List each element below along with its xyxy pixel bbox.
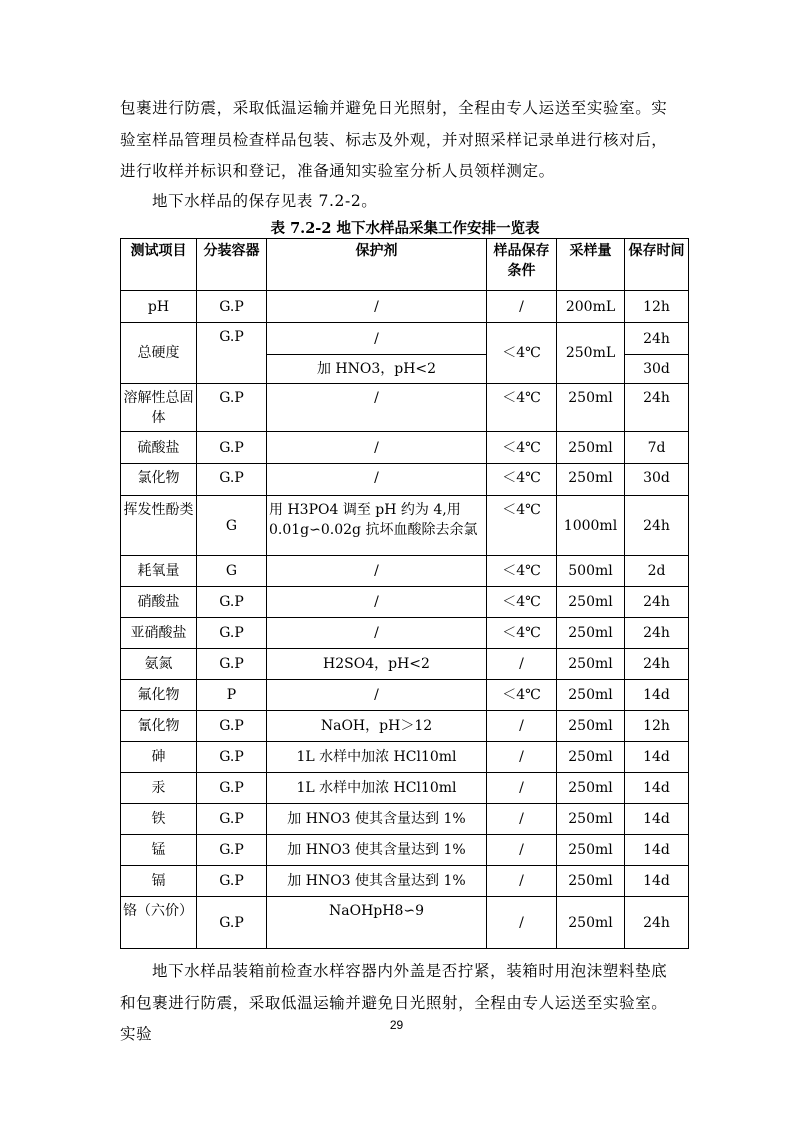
cell-item: 镉	[121, 866, 197, 897]
cell-item: 氟化物	[121, 680, 197, 711]
cell-item: 氰化物	[121, 711, 197, 742]
cell-time: 24h	[625, 587, 689, 618]
cell-preservative: H2SO4，pH<2	[267, 649, 487, 680]
cell-time: 12h	[625, 711, 689, 742]
cell-volume: 200mL	[557, 291, 625, 323]
cell-volume: 250ml	[557, 464, 625, 496]
cell-container: G.P	[197, 866, 267, 897]
cell-condition: /	[487, 835, 557, 866]
cell-preservative: /	[267, 464, 487, 496]
cell-item: 亚硝酸盐	[121, 618, 197, 649]
table-caption: 表 7.2-2 地下水样品采集工作安排一览表	[270, 220, 540, 237]
cell-preservative: /	[267, 680, 487, 711]
cell-time: 2d	[625, 556, 689, 587]
cell-preservative: /	[267, 556, 487, 587]
cell-preservative: 加 HNO3 使其含量达到 1%	[267, 835, 487, 866]
cell-container: G.P	[197, 464, 267, 496]
cell-item: 铬（六价）	[121, 897, 197, 949]
cell-volume: 250ml	[557, 384, 625, 432]
cell-item: 硫酸盐	[121, 432, 197, 464]
table-row	[121, 649, 689, 680]
cell-time: 12h	[625, 291, 689, 323]
cell-time: 24h	[625, 323, 689, 355]
cell-time: 24h	[625, 496, 689, 556]
cell-condition: /	[487, 649, 557, 680]
cell-preservative: 1L 水样中加浓 HCl10ml	[267, 742, 487, 773]
cell-item: 汞	[121, 773, 197, 804]
cell-container: G.P	[197, 711, 267, 742]
cell-container: G.P	[197, 618, 267, 649]
cell-volume: 250ml	[557, 680, 625, 711]
cell-time: 24h	[625, 897, 689, 949]
table-row	[121, 384, 689, 432]
table-row	[121, 496, 689, 556]
cell-volume: 250ml	[557, 742, 625, 773]
table-row	[121, 618, 689, 649]
cell-condition: /	[487, 773, 557, 804]
cell-volume: 250ml	[557, 835, 625, 866]
table-row	[121, 464, 689, 496]
table-row	[121, 291, 689, 323]
table-row	[121, 587, 689, 618]
cell-item: 氯化物	[121, 464, 197, 496]
cell-condition: ＜4℃	[487, 587, 557, 618]
cell-preservative: 加 HNO3 使其含量达到 1%	[267, 866, 487, 897]
header-container: 分装容器	[197, 239, 267, 291]
cell-time: 30d	[625, 464, 689, 496]
cell-condition: ＜4℃	[487, 464, 557, 496]
cell-item: 耗氧量	[121, 556, 197, 587]
cell-item: pH	[121, 291, 197, 323]
table-row	[121, 432, 689, 464]
cell-condition: /	[487, 742, 557, 773]
cell-condition: ＜4℃	[487, 496, 557, 556]
cell-container: G.P	[197, 649, 267, 680]
cell-container: G.P	[197, 773, 267, 804]
cell-preservative: 1L 水样中加浓 HCl10ml	[267, 773, 487, 804]
table-row	[121, 897, 689, 949]
cell-volume: 250ml	[557, 897, 625, 949]
table-row	[121, 866, 689, 897]
cell-time: 30d	[625, 355, 689, 384]
header-condition: 样品保存条件	[487, 239, 557, 291]
cell-item: 总硬度	[121, 323, 197, 384]
table-row	[121, 773, 689, 804]
cell-time: 14d	[625, 804, 689, 835]
cell-condition: /	[487, 711, 557, 742]
cell-preservative: /	[267, 291, 487, 323]
cell-preservative: /	[267, 432, 487, 464]
cell-volume: 250ml	[557, 649, 625, 680]
cell-item: 硝酸盐	[121, 587, 197, 618]
cell-preservative: /	[267, 384, 487, 432]
cell-time: 24h	[625, 384, 689, 432]
table-row	[121, 556, 689, 587]
cell-container: P	[197, 680, 267, 711]
cell-condition: ＜4℃	[487, 432, 557, 464]
cell-volume: 250ml	[557, 711, 625, 742]
cell-time: 24h	[625, 649, 689, 680]
table-header-row	[121, 239, 689, 291]
header-item: 测试项目	[121, 239, 197, 291]
cell-volume: 250ml	[557, 587, 625, 618]
cell-container: G.P	[197, 742, 267, 773]
cell-container: G.P	[197, 323, 267, 384]
cell-item: 挥发性酚类	[121, 496, 197, 556]
cell-container: G.P	[197, 384, 267, 432]
table-row	[121, 323, 689, 355]
cell-time: 14d	[625, 742, 689, 773]
cell-container: G	[197, 496, 267, 556]
paragraph-bottom: 地下水样品装箱前检查水样容器内外盖是否拧紧，装箱时用泡沫塑料垫底和包裹进行防震，采取低温运输并避免日光照射，全程由专人运送至实验室。实验	[120, 962, 668, 1043]
cell-condition: ＜4℃	[487, 556, 557, 587]
paragraph-top: 包裹进行防震，采取低温运输并避免日光照射，全程由专人运送至实验室。实验室样品管理员检查样品包装、标志及外观，并对照采样记录单进行核对后，进行收样并标识和登记，准备通知实验室分析人员领样测定。	[120, 99, 668, 180]
cell-container: G.P	[197, 291, 267, 323]
cell-time: 14d	[625, 773, 689, 804]
cell-preservative: NaOH，pH＞12	[267, 711, 487, 742]
table-row	[121, 835, 689, 866]
cell-item: 溶解性总固体	[121, 384, 197, 432]
cell-time: 24h	[625, 618, 689, 649]
cell-volume: 250mL	[557, 323, 625, 384]
cell-volume: 500ml	[557, 556, 625, 587]
cell-time: 14d	[625, 835, 689, 866]
sample-preservation-table	[120, 238, 689, 949]
paragraph-intro: 地下水样品的保存见表 7.2-2。	[152, 192, 378, 210]
cell-condition: ＜4℃	[487, 618, 557, 649]
page-number: 29	[389, 1018, 404, 1032]
cell-preservative: 加 HNO3，pH<2	[267, 355, 487, 384]
cell-condition: ＜4℃	[487, 323, 557, 384]
cell-volume: 250ml	[557, 618, 625, 649]
cell-container: G.P	[197, 587, 267, 618]
cell-container: G.P	[197, 804, 267, 835]
cell-preservative: 用 H3PO4 调至 pH 约为 4,用 0.01g∽0.02g 抗坏血酸除去余氯	[267, 496, 487, 556]
cell-preservative: /	[267, 587, 487, 618]
cell-item: 砷	[121, 742, 197, 773]
cell-container: G.P	[197, 835, 267, 866]
cell-preservative: NaOHpH8∽9	[267, 897, 487, 949]
cell-condition: /	[487, 866, 557, 897]
cell-container: G.P	[197, 432, 267, 464]
cell-volume: 250ml	[557, 804, 625, 835]
cell-item: 锰	[121, 835, 197, 866]
table-row	[121, 711, 689, 742]
cell-volume: 250ml	[557, 866, 625, 897]
header-preservative: 保护剂	[267, 239, 487, 291]
cell-volume: 250ml	[557, 432, 625, 464]
table-row	[121, 680, 689, 711]
cell-volume: 250ml	[557, 773, 625, 804]
cell-preservative: /	[267, 323, 487, 355]
cell-condition: /	[487, 804, 557, 835]
cell-condition: ＜4℃	[487, 680, 557, 711]
cell-condition: /	[487, 291, 557, 323]
cell-preservative: /	[267, 618, 487, 649]
cell-volume: 1000ml	[557, 496, 625, 556]
header-time: 保存时间	[625, 239, 689, 291]
cell-item: 氨氮	[121, 649, 197, 680]
cell-condition: ＜4℃	[487, 384, 557, 432]
cell-time: 14d	[625, 680, 689, 711]
table-row	[121, 804, 689, 835]
header-volume: 采样量	[557, 239, 625, 291]
cell-condition: /	[487, 897, 557, 949]
cell-item: 铁	[121, 804, 197, 835]
table-row	[121, 742, 689, 773]
cell-time: 14d	[625, 866, 689, 897]
cell-preservative: 加 HNO3 使其含量达到 1%	[267, 804, 487, 835]
cell-container: G.P	[197, 897, 267, 949]
cell-container: G	[197, 556, 267, 587]
cell-time: 7d	[625, 432, 689, 464]
